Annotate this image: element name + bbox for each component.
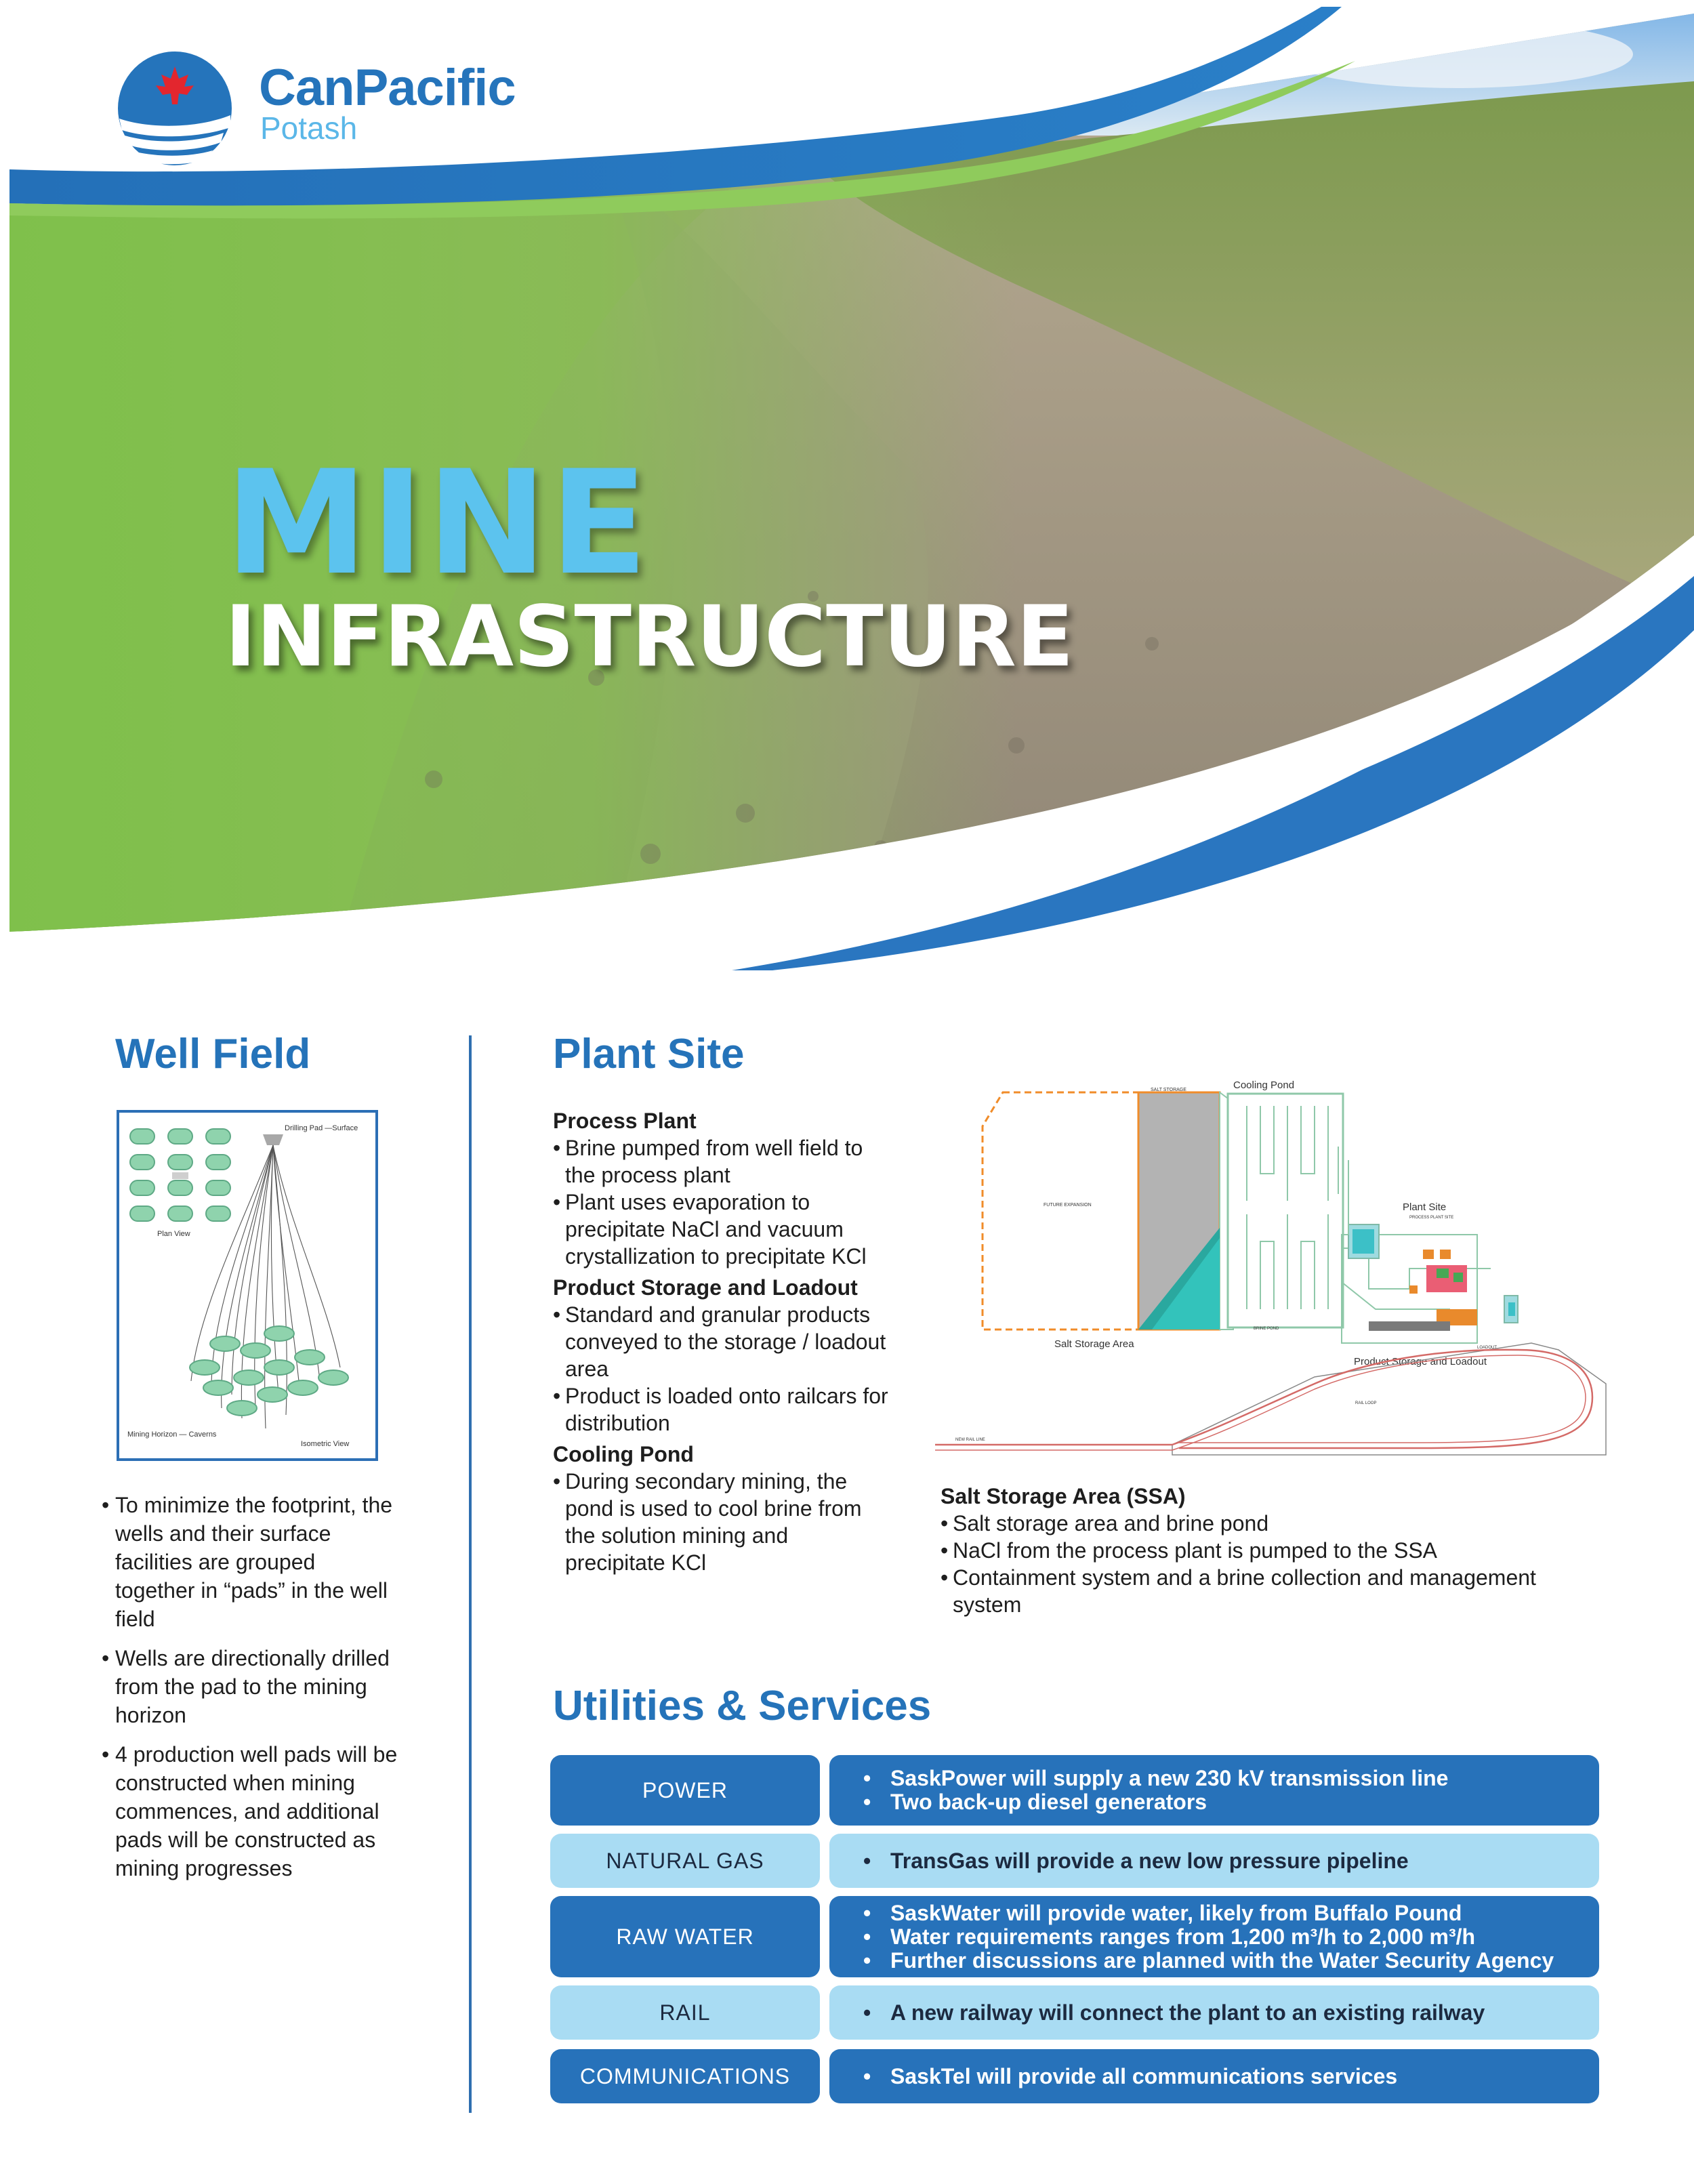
ssa-text bbox=[941, 1483, 1605, 1618]
plant-site-text bbox=[553, 1107, 892, 1576]
process-plant-title: Process Plant bbox=[553, 1109, 697, 1133]
future-expansion-label: FUTURE EXPANSION bbox=[1044, 1203, 1092, 1208]
list-item: • SaskPower will supply a new 230 kV transmission line bbox=[863, 1767, 1599, 1790]
hero-title-line2: INFRASTRUCTURE bbox=[225, 588, 1074, 686]
well-field-bullets bbox=[102, 1491, 400, 1893]
list-item: • TransGas will provide a new low pressure pipeline bbox=[863, 1849, 1599, 1873]
list-item: • Water requirements ranges from 1,200 m³/h to 2,000 m³/h bbox=[863, 1925, 1599, 1949]
list-item: • Two back-up diesel generators bbox=[863, 1790, 1599, 1814]
utility-details bbox=[829, 1755, 1599, 1826]
utility-label: COMMUNICATIONS bbox=[550, 2049, 820, 2103]
well-field-heading: Well Field bbox=[115, 1031, 311, 1077]
isometric-view-label: Isometric View bbox=[301, 1440, 350, 1448]
utility-label: RAIL bbox=[550, 1985, 820, 2040]
salt-storage-small-label: SALT STORAGE bbox=[1151, 1088, 1186, 1092]
cooling-pond-title: Cooling Pond bbox=[553, 1442, 694, 1466]
list-item: • Wells are directionally drilled from the pad to the mining horizon bbox=[102, 1644, 400, 1729]
utility-details bbox=[829, 2049, 1599, 2103]
utilities-heading: Utilities & Services bbox=[553, 1683, 932, 1729]
well-field-diagram bbox=[117, 1110, 378, 1461]
list-item: • To minimize the footprint, the wells and their surface facilities are grouped together in “pads” in the well field bbox=[102, 1491, 400, 1633]
utility-row-power bbox=[550, 1755, 1599, 1826]
list-item: • Product is loaded onto railcars for distribution bbox=[553, 1382, 892, 1437]
utility-label: RAW WATER bbox=[550, 1896, 820, 1977]
list-item: • SaskTel will provide all communications services bbox=[863, 2065, 1599, 2088]
list-item: • SaskWater will provide water, likely from Buffalo Pound bbox=[863, 1901, 1599, 1925]
list-item: • Brine pumped from well field to the process plant bbox=[553, 1134, 892, 1189]
brand-logo-icon bbox=[118, 51, 232, 165]
loadout-label: LOADOUT bbox=[1477, 1346, 1497, 1350]
cooling-pond-map-label: Cooling Pond bbox=[1233, 1079, 1295, 1091]
utility-details bbox=[829, 1985, 1599, 2040]
plant-site-heading: Plant Site bbox=[553, 1031, 745, 1077]
product-storage-loadout-label: Product Storage and Loadout bbox=[1354, 1356, 1487, 1367]
column-divider bbox=[469, 1035, 472, 2113]
list-item: • NaCl from the process plant is pumped to the SSA bbox=[941, 1537, 1605, 1564]
mining-horizon-label: Mining Horizon — Caverns bbox=[127, 1430, 217, 1439]
utility-label: NATURAL GAS bbox=[550, 1834, 820, 1888]
brine-pond-label: BRINE POND bbox=[1254, 1327, 1279, 1331]
list-item: • Containment system and a brine collection and management system bbox=[941, 1564, 1605, 1618]
rail-loop-label: RAIL LOOP bbox=[1355, 1401, 1377, 1405]
process-plant-site-label: PROCESS PLANT SITE bbox=[1409, 1216, 1454, 1220]
list-item: • 4 production well pads will be constructed when mining commences, and additional pads will be constructed as mining progresses bbox=[102, 1740, 400, 1882]
ssa-title: Salt Storage Area (SSA) bbox=[941, 1484, 1186, 1508]
brand-subname: Potash bbox=[260, 110, 358, 146]
utility-row-raw-water bbox=[550, 1896, 1599, 1977]
drilling-pad-label: Drilling Pad —Surface bbox=[285, 1124, 358, 1132]
utility-details bbox=[829, 1896, 1599, 1977]
list-item: • During secondary mining, the pond is used to cool brine from the solution mining and precipitate KCl bbox=[553, 1468, 892, 1576]
list-item: • Plant uses evaporation to precipitate NaCl and vacuum crystallization to precipitate KCl bbox=[553, 1189, 892, 1270]
utility-label: POWER bbox=[550, 1755, 820, 1826]
salt-storage-area-label: Salt Storage Area bbox=[1054, 1338, 1134, 1350]
list-item: • Standard and granular products conveyed to the storage / loadout area bbox=[553, 1301, 892, 1382]
utility-row-natural-gas bbox=[550, 1834, 1599, 1888]
plant-site-map-label: Plant Site bbox=[1403, 1201, 1447, 1213]
utility-row-rail bbox=[550, 1985, 1599, 2040]
new-rail-line-label: NEW RAIL LINE bbox=[955, 1438, 985, 1442]
list-item: • Further discussions are planned with the Water Security Agency bbox=[863, 1949, 1599, 1973]
utility-row-communications bbox=[550, 2049, 1599, 2103]
plant-site-map bbox=[935, 1065, 1613, 1465]
list-item: • Salt storage area and brine pond bbox=[941, 1510, 1605, 1537]
hero-title-line1: MINE bbox=[225, 439, 651, 606]
product-storage-title: Product Storage and Loadout bbox=[553, 1275, 858, 1300]
brand-name: CanPacific bbox=[259, 59, 516, 117]
list-item: • A new railway will connect the plant to an existing railway bbox=[863, 2001, 1599, 2025]
plan-view-label: Plan View bbox=[157, 1230, 190, 1238]
utility-details bbox=[829, 1834, 1599, 1888]
